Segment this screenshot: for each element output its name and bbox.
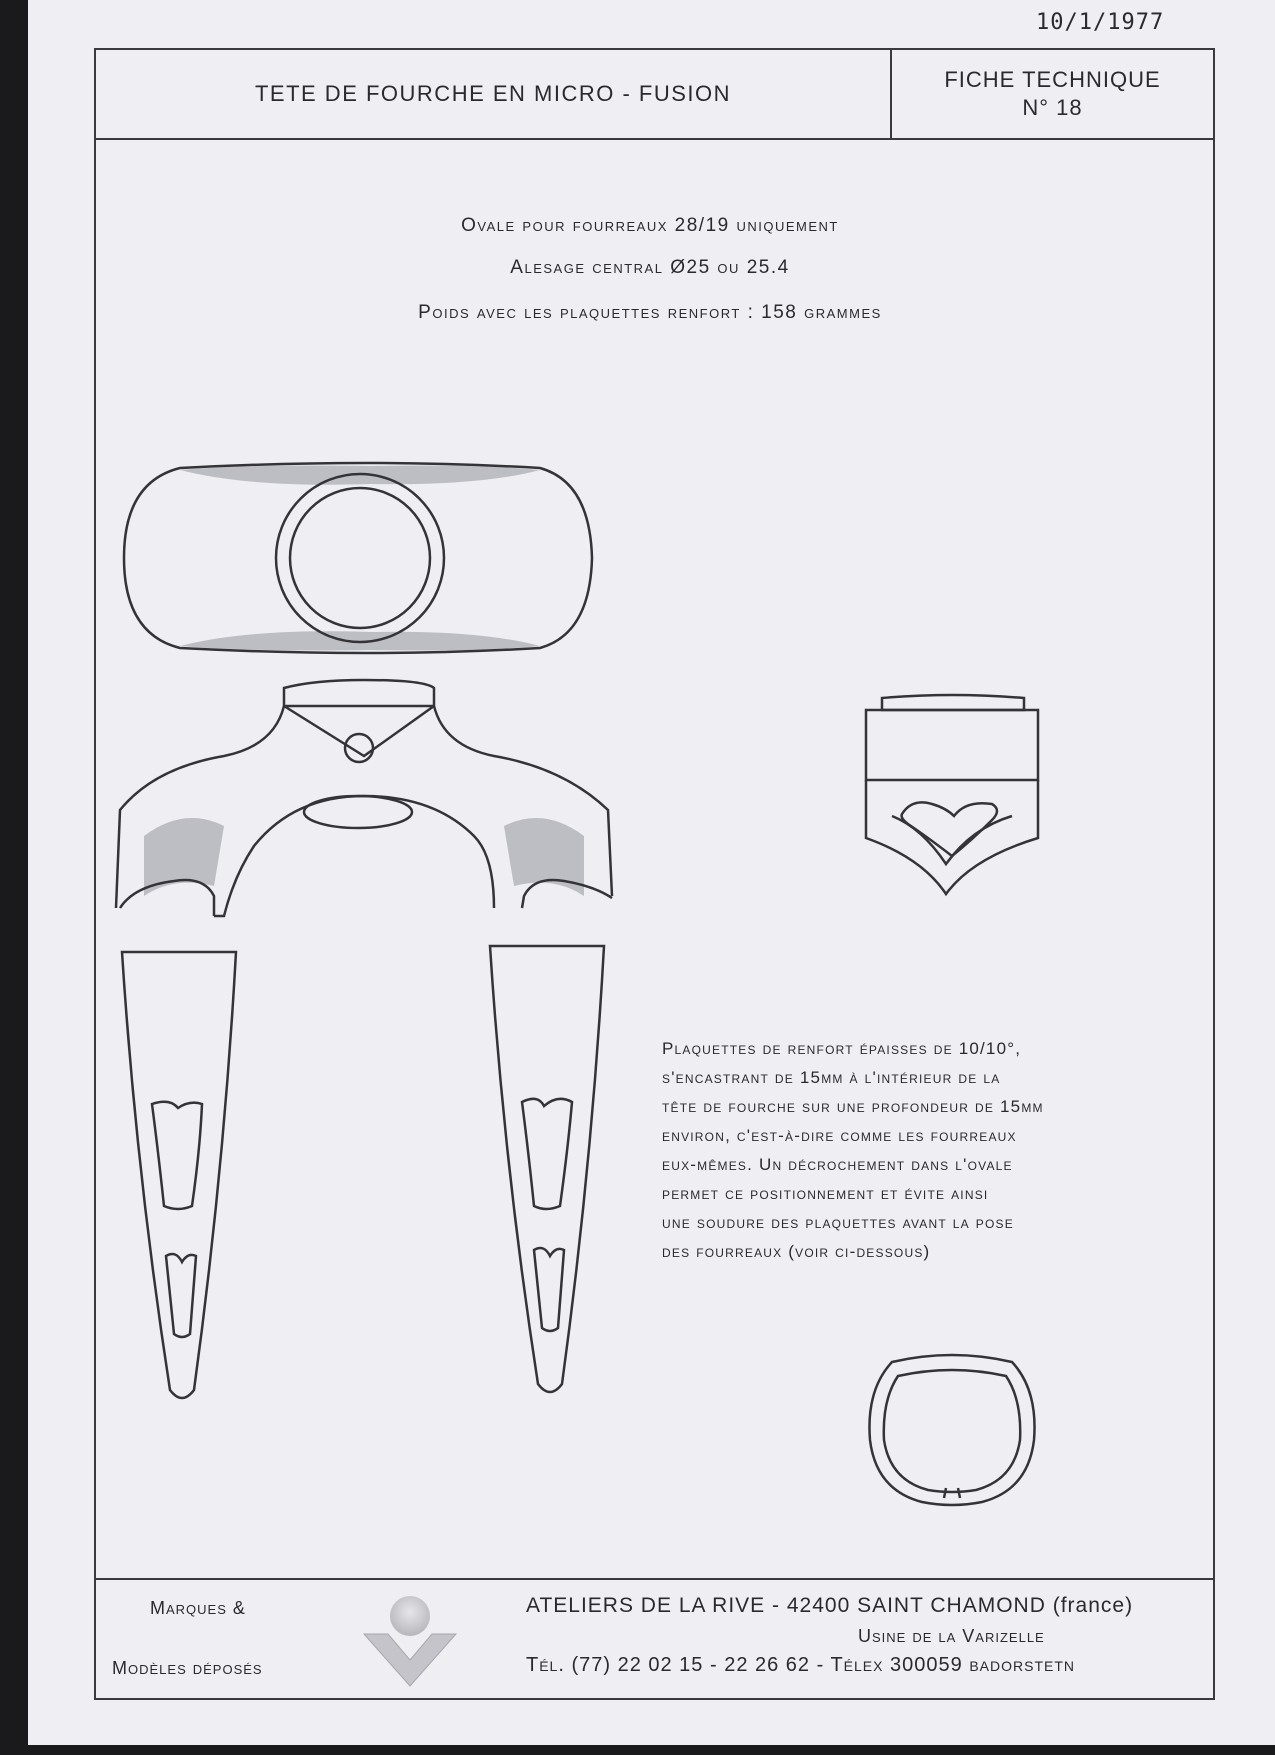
note-line: s'encastrant de 15mm à l'intérieur de la: [662, 1068, 1001, 1087]
crown-side-view-drawing: [862, 688, 1042, 898]
note-line: des fourreaux (voir ci-dessous): [662, 1242, 931, 1261]
note-line: permet ce positionnement et évite ainsi: [662, 1184, 989, 1203]
reinforcement-note: [662, 1034, 1182, 1266]
note-line: tête de fourche sur une profondeur de 15mm: [662, 1097, 1044, 1116]
contact-line: Tél. (77) 22 02 15 - 22 26 62 - Télex 300059 badorstetn: [526, 1654, 1076, 1676]
crown-top-view-drawing: [120, 462, 600, 652]
company-address: ATELIERS DE LA RIVE - 42400 SAINT CHAMOND (france): [526, 1594, 1134, 1617]
reinforcement-plate-right-drawing: [488, 944, 608, 1398]
trademark-line-1: Marques &: [150, 1598, 246, 1618]
sheet-number: N° 18: [1022, 95, 1083, 120]
crown-front-view-drawing: [114, 676, 614, 918]
note-line: eux-mêmes. Un décrochement dans l'ovale: [662, 1155, 1013, 1174]
reinforcement-plate-left-drawing: [120, 950, 240, 1404]
document-title: TETE DE FOURCHE EN MICRO - FUSION: [254, 81, 732, 106]
sheet-id: [892, 48, 1213, 140]
document-date: 10/1/1977: [1036, 10, 1165, 35]
oval-section-drawing: [862, 1350, 1042, 1510]
trademark-line-2: Modèles déposés: [112, 1658, 263, 1678]
spec-oval: Ovale pour fourreaux 28/19 uniquement: [461, 215, 839, 236]
diamond-circle-logo-icon: [360, 1594, 460, 1690]
sheet-label: FICHE TECHNIQUE: [944, 67, 1161, 92]
plant-name: Usine de la Varizelle: [858, 1626, 1045, 1646]
note-line: une soudure des plaquettes avant la pose: [662, 1213, 1014, 1232]
spec-bore: Alesage central Ø25 ou 25.4: [510, 257, 790, 278]
spec-weight: Poids avec les plaquettes renfort : 158 grammes: [418, 302, 882, 323]
note-line: Plaquettes de renfort épaisses de 10/10°,: [662, 1039, 1022, 1058]
note-line: environ, c'est-à-dire comme les fourreaux: [662, 1126, 1017, 1145]
